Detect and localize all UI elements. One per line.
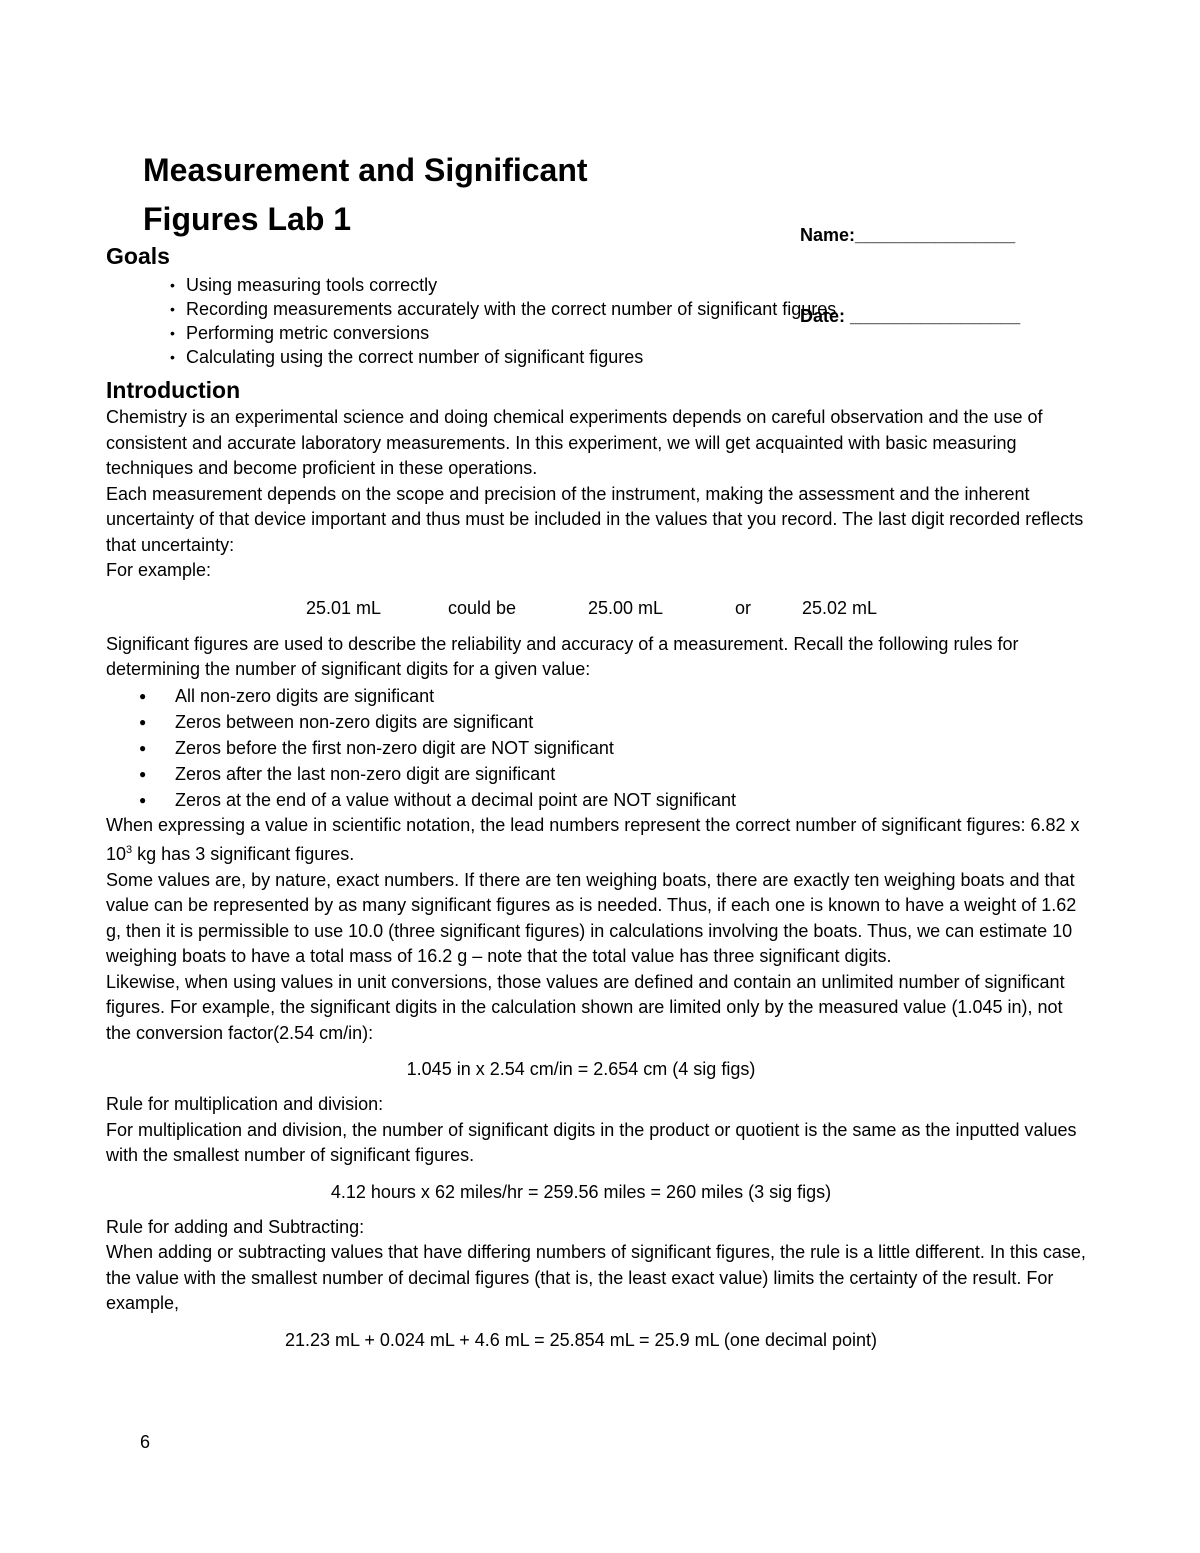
intro-paragraph-2: Each measurement depends on the scope and precision of the instrument, making the assessment and the inherent uncertainty of that device important and thus must be included in the values that you record. The last digit recorded reflects that uncertainty: bbox=[106, 483, 1084, 555]
multiplication-equation: 4.12 hours x 62 miles/hr = 259.56 miles = 260 miles (3 sig figs) bbox=[330, 1181, 832, 1202]
document-body bbox=[106, 241, 1086, 1363]
sig-fig-rules-list bbox=[106, 683, 1086, 813]
date-field: Date: _________________ bbox=[800, 306, 1021, 326]
goal-item: • Performing metric conversions bbox=[186, 321, 1086, 345]
example-measurement-line bbox=[106, 592, 1086, 628]
introduction-heading: Introduction bbox=[106, 377, 241, 403]
exact-numbers-paragraph: Some values are, by nature, exact numbers. If there are ten weighing boats, there are exactly ten weighing boats and that value can be represented by as many significant figures as is needed. Thus, if each one is known to have a weight of 1.62 g, then it is permissible to use 10.0 (three significant figures) in calculations involving the boats. Thus, we can estimate 10 weighing boats to have a total mass of 16.2 g – note that the total value has three significant digits. bbox=[106, 869, 1077, 966]
sci-notation-paragraph bbox=[106, 813, 1086, 868]
title-line-2: Figures Lab 1 bbox=[143, 201, 352, 237]
rule-item: ● Zeros after the last non-zero digit are significant bbox=[175, 761, 1086, 787]
example-value-3: 25.02 mL bbox=[802, 597, 878, 618]
example-or: or bbox=[735, 597, 752, 618]
rule-mult-text: For multiplication and division, the number of significant digits in the product or quotient is the same as the inputted values with the smallest number of significant figures. bbox=[106, 1119, 1077, 1165]
sci-notation-exponent: 3 bbox=[126, 844, 133, 856]
page-title bbox=[143, 146, 703, 244]
page-number: 6 bbox=[140, 1432, 151, 1452]
unit-conversion-paragraph: Likewise, when using values in unit conversions, those values are defined and contain an unlimited number of significant figures. For example, the significant digits in the calculation shown are limited only by the measured value (1.045 in), not the conversion factor(2.54 cm/in): bbox=[106, 971, 1065, 1043]
sci-notation-tail: kg has 3 significant figures. bbox=[132, 844, 355, 864]
rule-mult-heading: Rule for multiplication and division: bbox=[106, 1094, 384, 1114]
rule-add-text: When adding or subtracting values that have differing numbers of significant figures, the rule is a little different. In this case, the value with the smallest number of decimal figures (that is, the least exact value) limits the certainty of the result. For example, bbox=[106, 1242, 1086, 1313]
title-line-1: Measurement and Significant bbox=[143, 152, 588, 188]
goal-item: • Recording measurements accurately with the correct number of significant figures bbox=[186, 297, 1086, 321]
goals-list bbox=[106, 273, 1086, 369]
goal-item: • Calculating using the correct number of significant figures bbox=[186, 345, 1086, 369]
rule-item: ● All non-zero digits are significant bbox=[175, 683, 1086, 709]
goals-heading: Goals bbox=[106, 243, 170, 269]
rule-item: ● Zeros before the first non-zero digit are NOT significant bbox=[175, 735, 1086, 761]
addition-equation: 21.23 mL + 0.024 mL + 4.6 mL = 25.854 mL = 25.9 mL (one decimal point) bbox=[284, 1329, 878, 1350]
example-value-2: 25.00 mL bbox=[588, 597, 664, 618]
example-could-be: could be bbox=[448, 597, 517, 618]
sci-notation-text: When expressing a value in scientific notation, the lead numbers represent the correct number of significant figures: 6.82 x 10 bbox=[106, 814, 1080, 864]
goal-item: • Using measuring tools correctly bbox=[186, 273, 1086, 297]
conversion-equation: 1.045 in x 2.54 cm/in = 2.654 cm (4 sig figs) bbox=[406, 1059, 756, 1079]
rule-item: ● Zeros between non-zero digits are significant bbox=[175, 709, 1086, 735]
rule-add-heading: Rule for adding and Subtracting: bbox=[106, 1216, 365, 1237]
name-field: Name:________________ bbox=[800, 225, 1016, 245]
intro-paragraph-1: Chemistry is an experimental science and doing chemical experiments depends on careful observation and the use of consistent and accurate laboratory measurements. In this experiment, we will get acquainted with basic measuring techniques and become proficient in these operations. bbox=[106, 407, 1043, 478]
for-example-label: For example: bbox=[106, 560, 212, 580]
sig-fig-paragraph: Significant figures are used to describe the reliability and accuracy of a measurement. Recall the following rules for determining the number of significant digits for a given value: bbox=[106, 633, 1019, 679]
example-value-1: 25.01 mL bbox=[306, 597, 382, 618]
rule-item: ● Zeros at the end of a value without a decimal point are NOT significant bbox=[175, 787, 1086, 813]
